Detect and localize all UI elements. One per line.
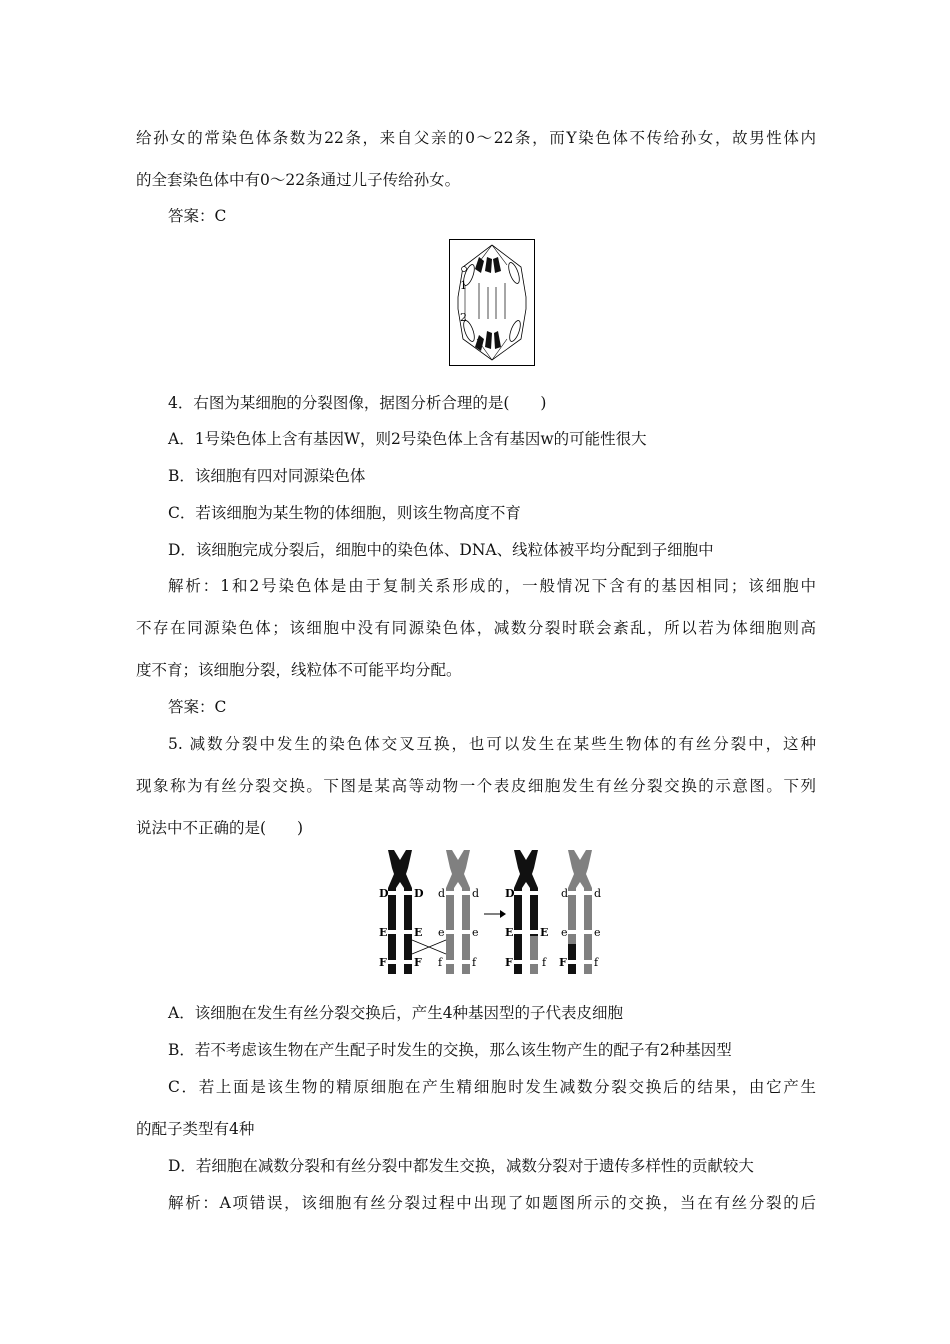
q4-answer: 答案：C (168, 698, 227, 716)
gene-label: F (559, 956, 567, 969)
gene-label: D (379, 887, 389, 900)
gene-label: f (594, 956, 599, 969)
gene-label: f (438, 956, 443, 969)
gene-label: e (594, 926, 601, 939)
gene-label: E (414, 926, 423, 939)
gray-chromosome-before (446, 850, 470, 974)
gene-label: E (505, 926, 514, 939)
gray-chromosome-after (568, 850, 592, 974)
intro-line-2: 的全套染色体中有0～22条通过儿子传给孙女。 (136, 171, 461, 189)
gene-label: d (438, 887, 446, 900)
black-chromosome-before (388, 850, 412, 974)
gene-label: f (472, 956, 477, 969)
arrow-right-icon (484, 910, 506, 918)
q5-option-b: B．若不考虑该生物在产生配子时发生的交换，那么该生物产生的配子有2种基因型 (168, 1041, 732, 1059)
q4-option-b: B．该细胞有四对同源染色体 (168, 467, 366, 485)
q4-analysis-line-3: 度不育；该细胞分裂，线粒体不可能平均分配。 (136, 661, 462, 679)
cell-division-figure (449, 239, 535, 366)
q5-option-c-line-2: 的配子类型有4种 (136, 1120, 255, 1138)
q5-stem-line-2: 现象称为有丝分裂交换。下图是某高等动物一个表皮细胞发生有丝分裂交换的示意图。下列 (136, 777, 816, 795)
q4-analysis-line-1: 解析：1和2号染色体是由于复制关系形成的，一般情况下含有的基因相同；该细胞中 (168, 577, 816, 595)
gene-label: d (472, 887, 480, 900)
gene-label: e (472, 926, 479, 939)
gene-label: D (414, 887, 424, 900)
chromosome-label-2: 2 (460, 311, 467, 324)
gene-label: f (542, 956, 547, 969)
q5-stem-line-3: 说法中不正确的是( ) (136, 819, 304, 837)
gene-label: e (438, 926, 445, 939)
q4-stem: 4．右图为某细胞的分裂图像，据图分析合理的是( ) (168, 394, 547, 412)
gene-label: d (594, 887, 602, 900)
gene-label: F (414, 956, 422, 969)
q5-option-a: A．该细胞在发生有丝分裂交换后，产生4种基因型的子代表皮细胞 (168, 1004, 624, 1022)
q4-option-a: A．1号染色体上含有基因W，则2号染色体上含有基因w的可能性很大 (168, 430, 647, 448)
gene-label: F (379, 956, 387, 969)
q4-analysis-line-2: 不存在同源染色体；该细胞中没有同源染色体，减数分裂时联会紊乱，所以若为体细胞则高 (136, 619, 816, 637)
q4-option-c: C．若该细胞为某生物的体细胞，则该生物高度不育 (168, 504, 521, 522)
q5-option-c-line-1: C．若上面是该生物的精原细胞在产生精细胞时发生减数分裂交换后的结果，由它产生 (168, 1078, 816, 1096)
chromosome-label-1: 1 (460, 279, 467, 292)
q4-option-d: D．该细胞完成分裂后，细胞中的染色体、DNA、线粒体被平均分配到子细胞中 (168, 541, 714, 559)
intro-line-1: 给孙女的常染色体条数为22条，来自父亲的0～22条，而Y染色体不传给孙女，故男性体内 (136, 129, 816, 147)
answer-3: 答案：C (168, 207, 227, 225)
gene-label: e (561, 926, 568, 939)
gene-label: E (540, 926, 549, 939)
q5-analysis-line-1: 解析：A项错误，该细胞有丝分裂过程中出现了如题图所示的交换，当在有丝分裂的后 (168, 1194, 816, 1212)
gene-label: F (505, 956, 513, 969)
q5-stem-line-1: 5. 减数分裂中发生的染色体交叉互换，也可以发生在某些生物体的有丝分裂中，这种 (168, 735, 816, 753)
gene-label: d (561, 887, 569, 900)
q5-option-d: D．若细胞在减数分裂和有丝分裂中都发生交换，减数分裂对于遗传多样性的贡献较大 (168, 1157, 754, 1175)
gene-label: E (379, 926, 388, 939)
black-chromosome-after (514, 850, 538, 974)
gene-label: D (505, 887, 515, 900)
chromosome-exchange-figure (376, 848, 606, 978)
